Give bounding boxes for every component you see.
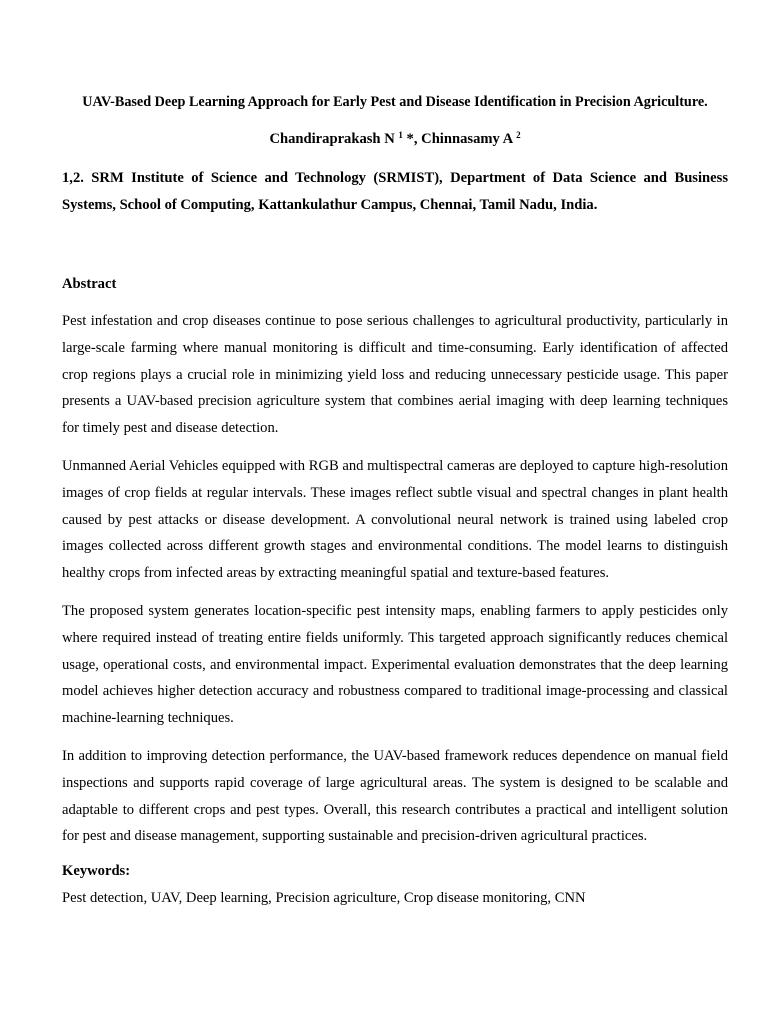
author-2-affiliation-number: 2 bbox=[516, 130, 521, 140]
abstract-paragraph: Pest infestation and crop diseases continue to pose serious challenges to agricultural productivity, particularly in large-scale farming where manual monitoring is difficult and time-consuming. Early identification of affected crop regions plays a crucial role in minimizing yield loss and reducing unnecessary pesticide usage. This paper presents a UAV-based precision agriculture system that combines aerial imaging with deep learning techniques for timely pest and disease detection. bbox=[62, 313, 728, 437]
abstract-paragraph: Unmanned Aerial Vehicles equipped with RGB and multispectral cameras are deployed to capture high-resolution images of crop fields at regular intervals. These images reflect subtle visual and spectral changes in plant health caused by pest attacks or disease development. A convolutional neural network is trained using labeled crop images collected across different growth stages and environmental conditions. The model learns to distinguish healthy crops from infected areas by extracting meaningful spatial and texture-based features. bbox=[62, 457, 728, 582]
author-1-affiliation-number: 1 bbox=[398, 130, 403, 140]
abstract-paragraph: The proposed system generates location-specific pest intensity maps, enabling farmers to apply pesticides only where required instead of treating entire fields uniformly. This targeted approach significantly reduces chemical usage, operational costs, and environmental impact. Experimental evaluation demonstrates that the deep learning model achieves higher detection accuracy and robustness compared to traditional image-processing and classical machine-learning techniques. bbox=[62, 602, 728, 727]
corresponding-author-mark: *, bbox=[402, 131, 422, 147]
abstract-heading: Abstract bbox=[62, 276, 117, 292]
author-line bbox=[62, 129, 728, 149]
paper-title: UAV-Based Deep Learning Approach for Early Pest and Disease Identification in Precision Agriculture. bbox=[82, 94, 708, 110]
abstract-paragraph: In addition to improving detection performance, the UAV-based framework reduces dependence on manual field inspections and supports rapid coverage of large agricultural areas. The system is designed to be scalable and adaptable to different crops and pest types. Overall, this research contributes a practical and intelligent solution for pest and disease management, supporting sustainable and precision-driven agricultural practices. bbox=[62, 747, 728, 845]
author-2-name: Chinnasamy A bbox=[421, 131, 513, 147]
author-1-name: Chandiraprakash N bbox=[269, 131, 395, 147]
affiliation: 1,2. SRM Institute of Science and Technology (SRMIST), Department of Data Science and Business Systems, School of Computing, Kattankulathur Campus, Chennai, Tamil Nadu, India. bbox=[62, 170, 728, 213]
keywords-heading: Keywords: bbox=[62, 863, 131, 880]
keywords-list: Pest detection, UAV, Deep learning, Precision agriculture, Crop disease monitoring, CNN bbox=[62, 890, 586, 907]
